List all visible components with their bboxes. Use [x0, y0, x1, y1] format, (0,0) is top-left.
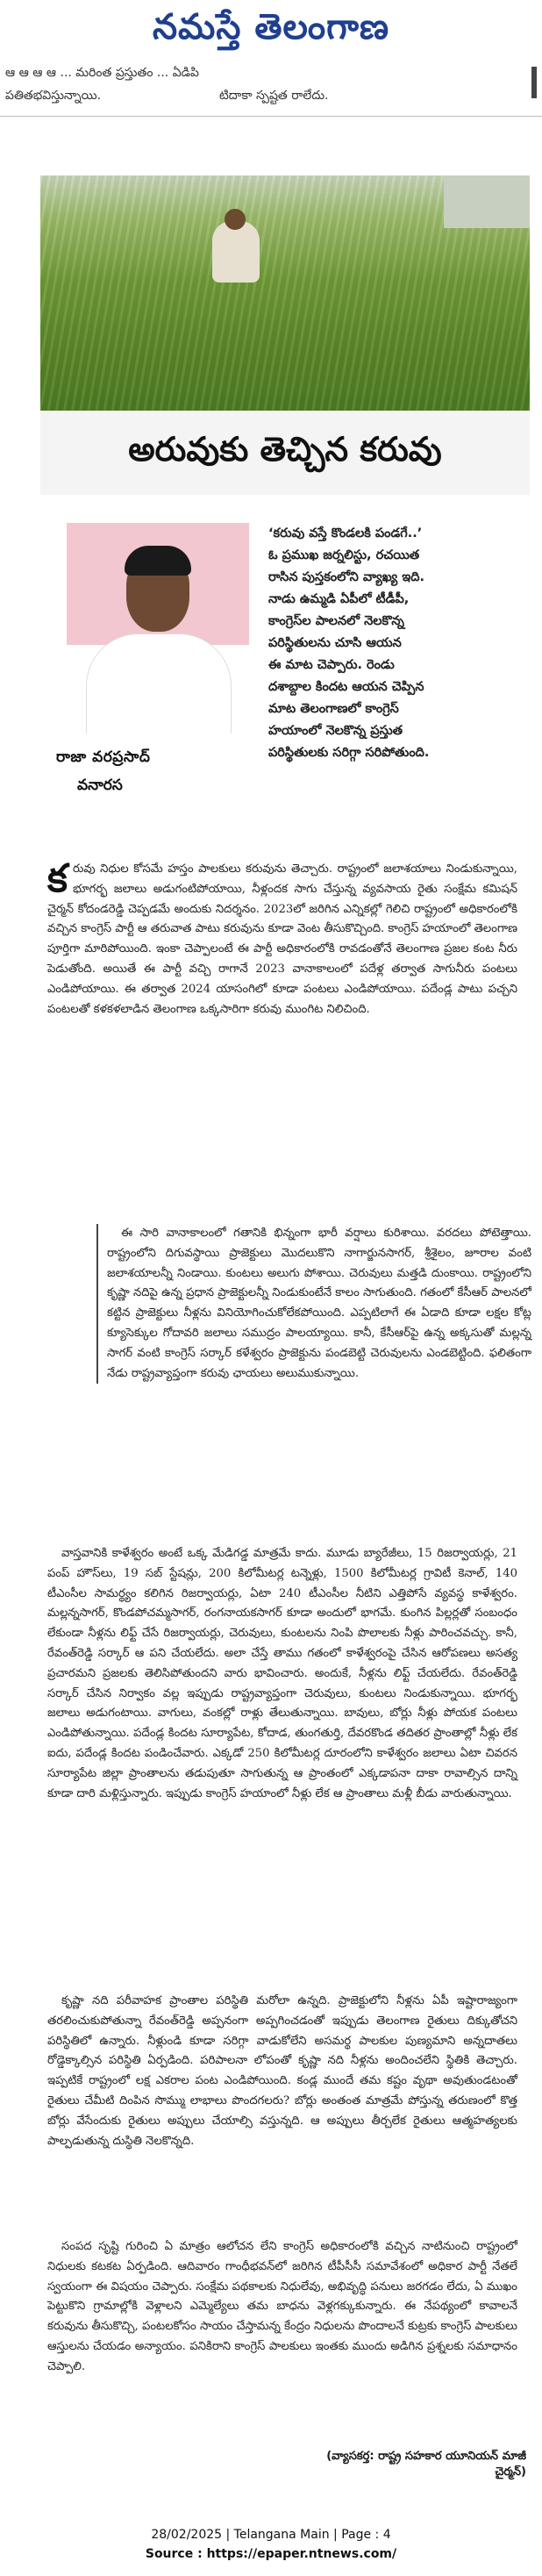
author-hair: [125, 546, 191, 576]
paragraph-4: సంపద సృష్టి గురించి ఏ మాత్రం ఆలోచన లేని కాంగ్రెస్ అధికారంలోకి వచ్చిన నాటినుంచి రాష్ట్రంలో నిధులకు కటకట ఏర్పడింది. ఆదివారం గాంధీభవన్‌లో జరిగిన టీపీసీసీ సమావేశంలో అధికార పార్టీ నేతలే స్వయంగా ఈ విషయం చెప్పారు. సంక్షేమ పథకాలకు నిధులేవు, అభివృద్ధి పనులు జరగడం లేదు, ఏ ముఖం పెట్టుకొని గ్రామాల్లోకి వెళ్లాలని ఎమ్మెల్యేలు తమ బాధను వెళ్లగక్కుకున్నారు. ఈ నేపథ్యంలో కావాలనే కరువును తీసుకొచ్చి, పంటలకోసం సాయం చేస్తామన్న కేంద్రం నిధులను పొందాలనే కుట్రకు కాంగ్రెస్ పాలకులు ఆస్తులను చేయడం అన్యాయం. పనికిరాని కాంగ్రెస్ పాలకులు ఇంతకు ముందు అడిగిన ప్రశ్నలకు సమాధానం చెప్పాలి.: [47, 2240, 517, 2373]
footer-date-edition: 28/02/2025 | Telangana Main | Page : 4: [151, 2528, 391, 2542]
headline-text: అరువుకు తెచ్చిన కరువు: [128, 428, 442, 469]
section-divider: [0, 116, 542, 117]
scroll-marker: [531, 67, 537, 98]
highlight-text: ఈ సారి వానాకాలంలో గతానికి భిన్నంగా భారీ వర్షాలు కురిశాయి. వరదలు పోటెత్తాయి. రాష్ట్రంలోని దిగువస్థాయి ప్రాజెక్టులు మొదలుకొని నాగార్జునసాగర్, శ్రీశైలం, జూరాల వంటి జలాశయాలన్నీ నిండాయి. కుంటలు అలుగు పోశాయి. చెరువులు మత్తడి దుంకాయి. రాష్ట్రంలోని కృష్ణా నదిపై ఉన్న ప్రధాన ప్రాజెక్టులన్నీ నిండుకుంటేనే కాలం సాగుతుంది. గతంలో కేసీఆర్ పాలనలో కట్టిన ప్రాజెక్టులు నీళ్లను వినియోగించుకోలేకపోయింది. ఎప్పటిలాగే ఈ ఏడాది కూడా లక్షల కోట్ల క్యూసెక్కుల గోదావరి జలాలు సముద్రం పాలయ్యాయి. కానీ, కేసీఆర్‌పై ఉన్న అక్కసుతో మల్లన్న సాగర్ వంటి కాంగ్రెస్ సర్కార్ కళేశ్వరం ప్రాజెక్టును పండబెట్టి చెరువులను ఎండబెట్టింది. ఫలితంగా నేడు రాష్ట్రవ్యాప్తంగా కరువు ఛాయలు అలుముకున్నాయి.: [107, 1227, 531, 1380]
paragraph-3: కృష్ణా నది పరీవాహక ప్రాంతాల పరిస్థితి మరోలా ఉన్నది. ప్రాజెక్టులోని నీళ్లను ఏపీ ఇష్టారాజ్యంగా తరలించుకుపోతున్నా రేవంత్‌రెడ్డి అప్పనంగా అప్పగించడంతో ఇప్పుడు తెలంగాణ రైతులు దిక్కుతోచని పరిస్థితిలో ఉన్నారు. నీళ్లుండి కూడా సరిగ్గా వాడుకోలేని అసమర్థ పాలకుల పుణ్యమాని అన్నదాతలు రోడ్డెక్కాల్సిన పరిస్థితి ఏర్పడింది. పరిపాలనా లోపంతో కృష్ణా నది నీళ్లను అందించలేని స్థితికి తెచ్చారు. ఇప్పటికే రాష్ట్రంలో లక్ష ఎకరాల పంట ఎండిపోయింది. కండ్ల ముందే తమ కష్టం వృథా అవుతుండటంతో రైతులు చేమీటి దింపిన సొమ్ము లాభాలు పొందగలరు? బోర్లు అంతంత మాత్రమే పోస్తున్న తరుణంలో కొత్త బోర్లు వేసేందుకు రైతులు అప్పులు చేయాల్సి వస్తున్నది. ఆ అప్పులు తీర్చలేక రైతులు ఆత్మహత్యలకు పాల్పడుతున్న దుస్థితి నెలకొన్నది.: [47, 1994, 517, 2148]
previous-article-line-2: పతితభవిస్తున్నాయి.: [5, 89, 102, 103]
quote-line: రాసిన పుస్తకంలోని వ్యాఖ్య ఇది.: [268, 570, 424, 584]
author-photo: [67, 523, 249, 733]
masthead-title: నమస్తే తెలంగాణ: [152, 5, 390, 47]
farmer-head: [225, 209, 246, 230]
article-body-section-3: [47, 1992, 517, 2151]
pull-quote: [268, 523, 505, 764]
author-last-name: వనారస: [77, 776, 123, 794]
quote-line: మాట తెలంగాణలో కాంగ్రెస్: [268, 702, 399, 716]
quote-line: కాంగ్రెస్‌ల పాలనలో నెలకొన్న: [268, 614, 404, 628]
author-shirt: [86, 633, 232, 733]
article-body-section-4: [47, 2237, 517, 2378]
previous-article-line-3: టిదాకా స్పష్టత రాలేదు.: [219, 89, 329, 103]
headline-banner: [40, 411, 530, 495]
quote-line: హయాంలో నెలకొన్న ప్రస్తుత: [268, 724, 403, 738]
article-body-section-1: [47, 856, 517, 1020]
previous-article-line-1: ఆ ఆ ఆ ఆ ... మరింత ప్రస్తుతం ... ఏడిపి: [5, 66, 199, 80]
farmer-figure: [212, 221, 260, 283]
quote-line: నాడు ఉమ్మడి ఏపీలో టీడీపీ,: [268, 592, 410, 606]
previous-article-strip: [0, 63, 542, 119]
highlighted-paragraph: [96, 1224, 531, 1384]
paragraph-2: వాస్తవానికి కాళేశ్వరం అంటే ఒక్క మేడిగడ్డ మాత్రమే కాదు. మూడు బ్యారేజీలు, 15 రిజర్వాయర్లు, 21 పంప్ హౌస్‌లు, 19 సబ్ స్టేషన్లు, 200 కిలోమీటర్ల టన్నెళ్లు, 1500 కిలోమీటర్ల గ్రావిటీ కెనాల్, 140 టీఎంసీల సామర్థ్యం కలిగిన రిజర్వాయర్లు, ఏటా 240 టీఎంసీల నీటిని ఎత్తిపోసే వ్యవస్థ కాళేశ్వరం. మల్లన్నసాగర్, కొండపోచమ్మసాగర్, రంగనాయకసాగర్ కూడా అందులో భాగమే. కుంగిన పిల్లర్లతో సంబంధం లేకుండా నీళ్లను లిఫ్ట్ చేసే రిజర్వాయర్లు, చెరువులు, కుంటలను నింపి పొలాలకు నీళ్లు పారించవచ్చు. కానీ, రేవంత్‌రెడ్డి సర్కార్ ఆ పని చేయలేదు. అలా చేస్తే తాము గతంలో కాళేశ్వరంపై చేసిన ఆరోపణలు అసత్య ప్రచారమని ప్రజలకు తెలిసిపోతుందని వారు భావించారు. అందుకే, నీళ్లను లిఫ్ట్ చేయలేదు. రేవంత్‌రెడ్డి సర్కార్ చేసిన నిర్వాకం వల్ల ఇప్పుడు రాష్ట్రవ్యాప్తంగా చెరువులు, కుంటలు నిండుకున్నాయి. భూగర్భ జలాలు అడుగంటాయి. వాగులు, వంకల్లో రాళ్లు తేలుతున్నాయి. బావులు, బోర్లు నీళ్లు పోయక పంటలు ఎండిపోతున్నాయి. పదేండ్ల కిందట సూర్యాపేట, కోదాడ, తుంగతుర్తి, దేవరకొండ తదితర ప్రాంతాల్లో నీళ్లు లేక ఐదు, పదేండ్ల కిందట పండించేవారు. ఎక్కడో 250 కిలోమీటర్ల దూరంలోని కాళేశ్వరం జలాలు ఏటా చివరన సూర్యాపేట జిల్లా ప్రాంతాలను తడుపుతూ సాగుతున్న ఆ ప్రాంతంలో ఎక్కడాపనా దాకా రావాల్సిన దాన్ని కూడా దారి మళ్లిస్తున్నారు. ఇప్పుడు కాంగ్రెస్ హయాంలో నీళ్లు లేక ఆ ప్రాంతాలు మళ్లీ బీడు వారుతున్నాయి.: [47, 1547, 517, 1800]
masthead: [0, 0, 542, 61]
paragraph-1: రువు నిధుల కోసమే హస్తం పాలకులు కరువును తెచ్చారు. రాష్ట్రంలో జలాశయాలు నిండుకున్నాయి, భూగర్భ జలాలు అడుగంటిపోయాయి, నీళ్లందక సాగు చేస్తున్న వ్యవసాయ రైతు సంక్షేమ కమిషన్ చైర్మన్ కోదండరెడ్డి చెప్పడమే అందుకు నిదర్శనం. 2023లో జరిగిన ఎన్నికల్లో గెలిచి రాష్ట్రంలో అధికారంలోకి వచ్చిన కాంగ్రెస్ పార్టీ ఆ తరువాత పాటు కరువును కూడా వెంట తీసుకొచ్చింది. కాంగ్రెస్ హయాంలో తెలంగాణ పూర్తిగా మారిపోయింది. ఇంకా చెప్పాలంటే ఈ పార్టీ అధికారంలోకి రావడంతోనే తెలంగాణ ప్రజల కంట నీరు పెడుతోంది. అయితే ఈ పార్టీ వచ్చి రాగానే 2023 వానాకాలంలో పదేళ్ల తర్వాత సాగునీరు పంటలు ఎండిపోయాయి. ఈ తర్వాత 2024 యాసంగిలో కూడా పంటలు ఎండిపోయాయి. పదేండ్ల పాటు పచ్చని పంటలతో కళకళలాడిన తెలంగాణ ఒక్కసారిగా కరువు ముంగిట నిలిచింది.: [47, 862, 517, 1016]
quote-line: ‘కరువు వస్తే కొండలకి పండగే..’: [268, 526, 423, 540]
quote-line: ఓ ప్రముఖ జర్నలిస్టు, రచయిత: [268, 548, 420, 562]
author-name: [56, 746, 258, 797]
background-trees: [444, 175, 530, 228]
quote-line: ఈ మాట చెప్పారు. రెండు: [268, 658, 395, 672]
quote-line: పరిస్థితులను చూసి ఆయన: [268, 636, 402, 650]
author-byline: (వ్యాసకర్త: రాష్ట్ర సహకార యూనియన్ మాజీ చైర్మన్): [326, 2450, 526, 2479]
page-footer: [0, 2525, 542, 2571]
quote-line: దశాబ్దాల కిందట ఆయన చెప్పిన: [268, 680, 424, 694]
drop-cap: క: [47, 856, 68, 901]
article-body-section-2: [47, 1544, 517, 1804]
quote-line: పరిస్థితులకు సరిగ్గా సరిపోతుంది.: [268, 746, 430, 760]
article-photo-field: [40, 175, 530, 411]
footer-source-link[interactable]: Source : https://epaper.ntnews.com/: [145, 2547, 397, 2561]
author-first-name: రాజా వరప్రసాద్: [56, 748, 151, 766]
